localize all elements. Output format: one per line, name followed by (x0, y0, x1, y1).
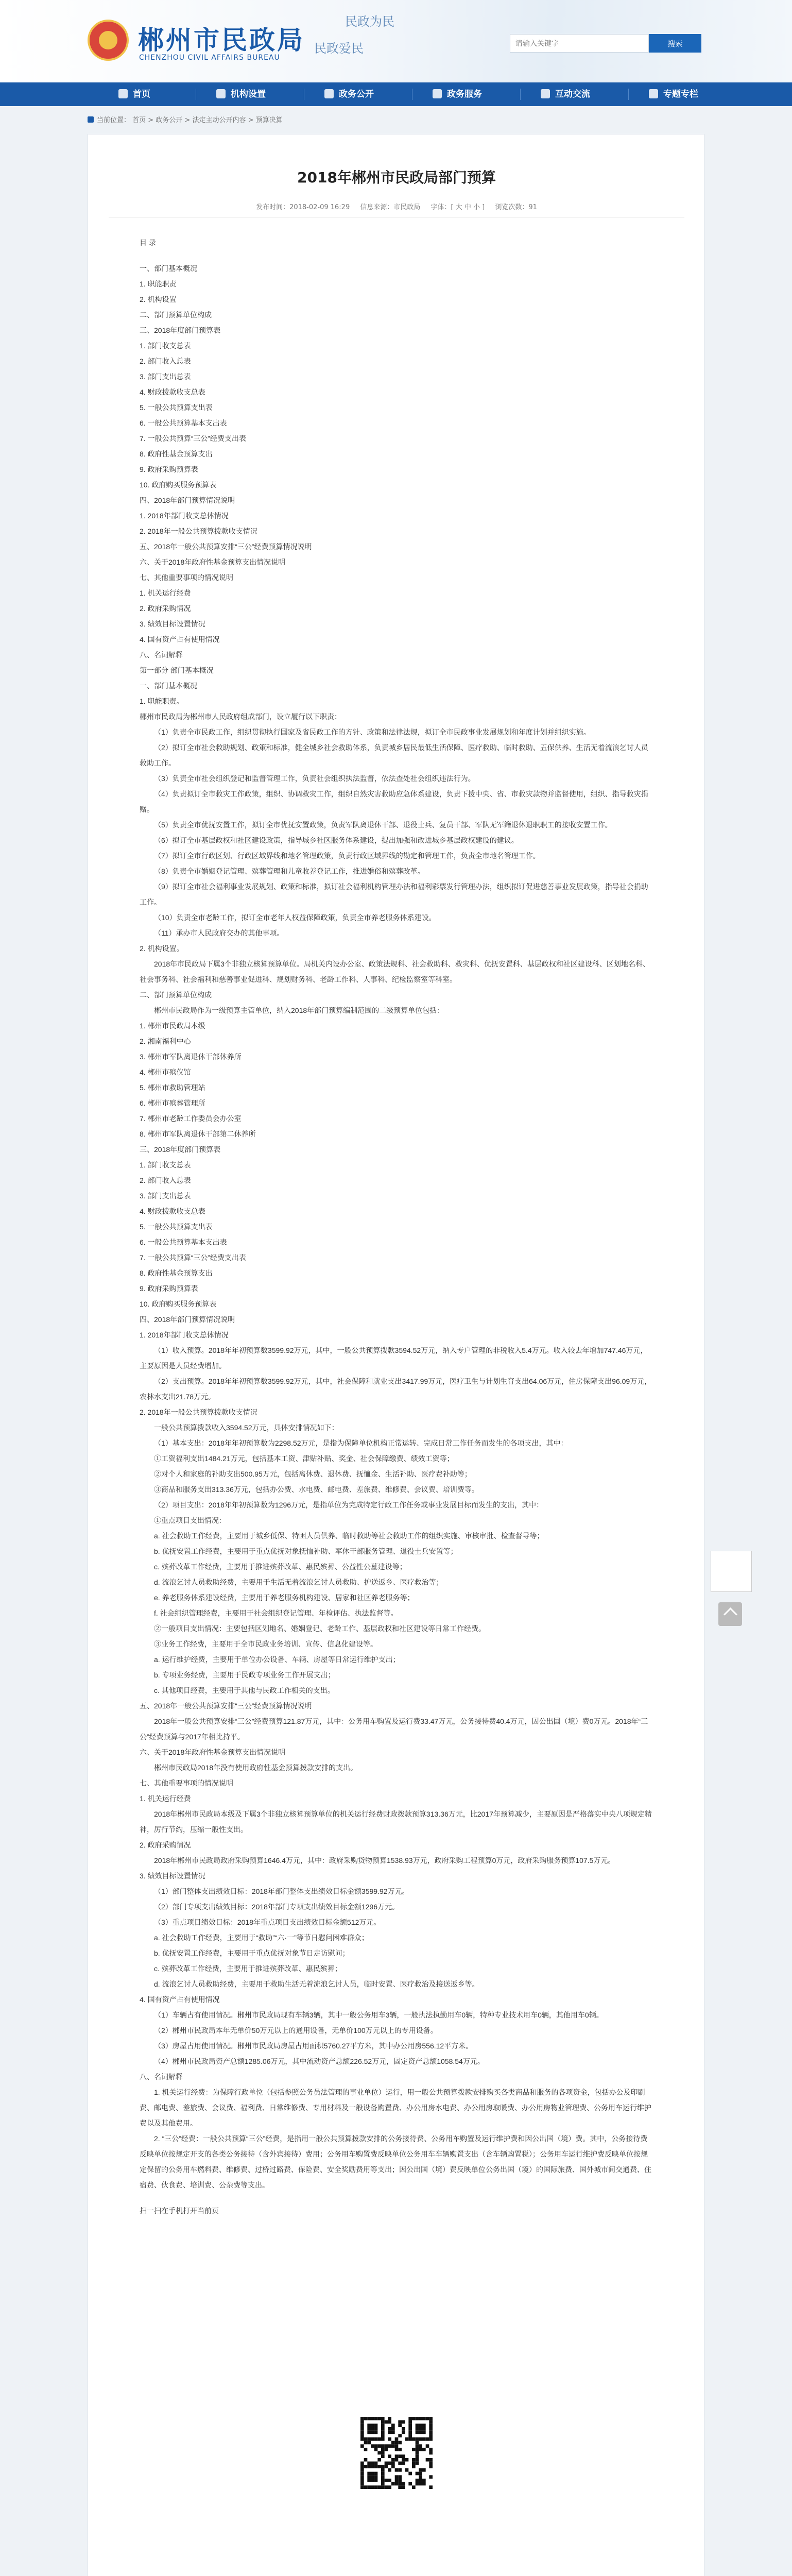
nav-item-special[interactable] (649, 82, 698, 106)
article-paragraph: e. 养老服务体系建设经费，主要用于养老服务机构建设、居家和社区养老服务等； (154, 1594, 415, 1602)
article-paragraph: 2. 机构设置 (140, 295, 177, 303)
nav-item-label: 政务服务 (447, 89, 482, 99)
info-source: 信息来源：市民政局 (360, 204, 421, 211)
nav-item-label: 机构设置 (231, 89, 266, 99)
article-paragraph: 8. 政府性基金预算支出 (140, 450, 213, 458)
article-paragraph: ①工资福利支出1484.21万元，包括基本工资、津贴补贴、奖金、社会保障缴费、绩效工资等； (154, 1454, 454, 1463)
nav-item-public[interactable] (324, 82, 374, 106)
nav-separator (520, 89, 521, 100)
article-paragraph: （3）房屋占用使用情况。郴州市民政局房屋占用面积5760.27平方米，其中办公用房556.12平方米。 (154, 2042, 473, 2050)
article-paragraph: 5. 一般公共预算支出表 (140, 1223, 213, 1231)
article-paragraph: 一、部门基本概况 (140, 682, 197, 690)
article-meta (88, 201, 705, 211)
article-paragraph: 10. 政府购买服务预算表 (140, 481, 217, 489)
article-paragraph: 一、部门基本概况 (140, 264, 197, 273)
article-paragraph: 五、2018年一般公共预算安排“三公”经费预算情况说明 (140, 1702, 312, 1710)
article-paragraph: 1. 2018年部门收支总体情况 (140, 512, 229, 520)
article-paragraph: （2）项目支出：2018年年初预算数为1296万元，是指单位为完成特定行政工作任务或事业发展目标而发生的支出，其中： (154, 1501, 544, 1509)
article-paragraph: b. 专项业务经费，主要用于民政专项业务工作开展支出； (154, 1671, 335, 1679)
article-paragraph: （1）收入预算。2018年年初预算数3599.92万元，其中，一般公共预算拨款3594.52万元，纳入专户管理的非税收入5.4万元。收入较去年增加747.46万元，主要原因是人员经费增加。 (140, 1346, 648, 1370)
article-paragraph: 2. 部门收入总表 (140, 1176, 191, 1184)
article-paragraph: （3）负责全市社会组织登记和监督管理工作，负责社会组织执法监督，依法查处社会组织违法行为。 (154, 774, 475, 783)
article-paragraph: b. 优抚安置工作经费，主要用于重点优抚对象节日走访慰问； (154, 1949, 350, 1957)
article-paragraph: 扫一扫在手机打开当前页 (140, 2207, 219, 2215)
article-paragraph: 2. 政府采购情况 (140, 1841, 191, 1849)
star-icon (649, 89, 658, 98)
nav-item-home[interactable] (118, 82, 150, 106)
article-paragraph: a. 社会救助工作经费，主要用于“救助”“六·一”等节日慰问困难群众； (154, 1934, 369, 1942)
site-title[interactable]: 郴州市民政局 (138, 25, 305, 55)
nav-item-label: 互动交流 (555, 89, 590, 99)
article-paragraph: 1. 部门收支总表 (140, 342, 191, 350)
article-paragraph: 8. 政府性基金预算支出 (140, 1269, 213, 1277)
breadcrumb (88, 113, 705, 128)
article-paragraph: 3. 部门支出总表 (140, 372, 191, 381)
slogan (314, 9, 397, 71)
nav-item-interaction[interactable] (541, 82, 590, 106)
article-paragraph: 3. 郴州市军队离退休干部休养所 (140, 1053, 242, 1061)
article-title: 2018年郴州市民政局部门预算 (297, 169, 496, 186)
back-to-top-button[interactable] (718, 1602, 742, 1626)
article-paragraph: c. 其他项目经费，主要用于其他与民政工作相关的支出。 (154, 1686, 335, 1694)
article-paragraph: 1. 机关运行经费：为保障行政单位（包括参照公务员法管理的事业单位）运行，用一般公共预算拨款安排购买各类商品和服务的各项资金，包括办公及印刷费、邮电费、差旅费、会议费、福利费、日常维修费、专用材料及一般设备购置费、办公用房水电费、办公用房取暖费、办公用房物业管理费、公务用车运行维护费以及其他费用。 (140, 2088, 651, 2127)
breadcrumb-text[interactable]: 当前位置： 首页 > 政务公开 > 法定主动公开内容 > 预算决算 (97, 116, 283, 124)
article-paragraph: a. 运行维护经费，主要用于单位办公设备、车辆、房屋等日常运行维护支出； (154, 1655, 400, 1664)
article-paragraph: 2. 部门收入总表 (140, 357, 191, 365)
article-paragraph: 六、关于2018年政府性基金预算支出情况说明 (140, 1748, 286, 1756)
article-paragraph: 二、部门预算单位构成 (140, 311, 212, 319)
article-paragraph: （1）负责全市民政工作，组织贯彻执行国家及省民政工作的方针、政策和法律法规，拟订全市民政事业发展规划和年度计划并组织实施。 (154, 728, 591, 736)
article-paragraph: （7）拟订全市行政区划、行政区域界线和地名管理政策，负责行政区域界线的勘定和管理工作，负责全市地名管理工作。 (154, 852, 540, 860)
article-paragraph: 2. 政府采购情况 (140, 604, 191, 613)
article-paragraph: （4）郴州市民政局资产总额1285.06万元，其中流动资产总额226.52万元，固定资产总额1058.54万元。 (154, 2057, 485, 2065)
article-paragraph: 1. 职能职责。 (140, 697, 184, 705)
side-qr-code[interactable] (711, 1551, 752, 1592)
article-paragraph: 1. 机关运行经费 (140, 1794, 191, 1803)
article-paragraph: 2. 湘南福利中心 (140, 1037, 191, 1045)
article-paragraph: 4. 财政拨款收支总表 (140, 1207, 205, 1215)
chat-icon (541, 89, 550, 98)
document-icon (324, 89, 334, 98)
article-paragraph: f. 社会组织管理经费，主要用于社会组织登记管理、年检评估、执法监督等。 (154, 1609, 398, 1617)
article-paragraph: 3. 绩效目标设置情况 (140, 620, 205, 628)
article-paragraph: （9）拟订全市社会福利事业发展规划、政策和标准，拟订社会福利机构管理办法和福利彩票发行管理办法，组织拟订促进慈善事业发展政策，指导社会捐助工作。 (140, 883, 648, 906)
article-paragraph: 四、2018年部门预算情况说明 (140, 496, 235, 504)
article-paragraph: （3）重点项目绩效目标：2018年重点项目支出绩效目标金额512万元。 (154, 1918, 381, 1926)
slogan-line: 民政爱民 (314, 41, 364, 56)
article-paragraph: d. 流浪乞讨人员救助经费，主要用于生活无着流浪乞讨人员救助、护送返乡、医疗救治等； (154, 1578, 443, 1586)
org-icon (216, 89, 226, 98)
main-nav (0, 82, 792, 106)
article-paragraph: 1. 机关运行经费 (140, 589, 191, 597)
article-paragraph: 2018年郴州市民政局本级及下属3个非独立核算预算单位的机关运行经费财政拨款预算313.36万元，比2017年预算减少，主要原因是严格落实中央八项规定精神，厉行节约，压缩一般性支出。 (140, 1810, 652, 1834)
article-paragraph: ②对个人和家庭的补助支出500.95万元，包括离休费、退休费、抚恤金、生活补助、医疗费补助等； (154, 1470, 472, 1478)
article-paragraph: 三、2018年度部门预算表 (140, 1145, 221, 1154)
article-paragraph: 七、其他重要事项的情况说明 (140, 1779, 233, 1787)
nav-item-org[interactable] (216, 82, 266, 106)
article-paragraph: 1. 郴州市民政局本级 (140, 1022, 205, 1030)
article-paragraph: （2）郴州市民政局本年无单价50万元以上的通用设备，无单价100万元以上的专用设备。 (154, 2026, 438, 2035)
article-paragraph: （1）基本支出：2018年年初预算数为2298.52万元，是指为保障单位机构正常运转、完成日常工作任务而发生的各项支出，其中： (154, 1439, 568, 1447)
article-paragraph: （4）负责拟订全市救灾工作政策，组织、协调救灾工作，组织自然灾害救助应急体系建设，负责下拨中央、省、市救灾款物并监督使用，组织、指导救灾捐赠。 (140, 790, 648, 814)
article-paragraph: （10）负责全市老龄工作，拟订全市老年人权益保障政策，负责全市养老服务体系建设。 (154, 913, 436, 922)
article-paragraph: 四、2018年部门预算情况说明 (140, 1315, 235, 1324)
search-button[interactable]: 搜索 (649, 34, 701, 53)
article-paragraph: 6. 一般公共预算基本支出表 (140, 419, 227, 427)
article-body (140, 235, 655, 2218)
article-paragraph: ③业务工作经费，主要用于全市民政业务培训、宣传、信息化建设等。 (154, 1640, 377, 1648)
article-paragraph: 6. 一般公共预算基本支出表 (140, 1238, 227, 1246)
article-paragraph: c. 殡葬改革工作经费，主要用于推进殡葬改革、惠民殡葬； (154, 1964, 342, 1973)
article-paragraph: 八、名词解释 (140, 2073, 183, 2081)
article-paragraph: ②一般项目支出情况：主要包括区划地名、婚姻登记、老龄工作、基层政权和社区建设等日常工作经费。 (154, 1624, 486, 1633)
article-paragraph: 目 录 (140, 239, 156, 247)
article-paragraph: b. 优抚安置工作经费，主要用于重点优抚对象抚恤补助、军休干部服务管理、退役士兵安置等； (154, 1547, 458, 1555)
article-paragraph: 3. 部门支出总表 (140, 1192, 191, 1200)
article-paragraph: 三、2018年度部门预算表 (140, 326, 221, 334)
article-paragraph: 7. 一般公共预算“三公”经费支出表 (140, 1253, 246, 1262)
article-paragraph: 5. 一般公共预算支出表 (140, 403, 213, 412)
article-paragraph: 2. 2018年一般公共预算拨款收支情况 (140, 1408, 257, 1416)
site-header (0, 0, 792, 82)
article-paragraph: （8）负责全市婚姻登记管理、殡葬管理和儿童收养登记工作，推进婚俗和殡葬改革。 (154, 867, 425, 875)
nav-separator (628, 89, 629, 100)
article-paragraph: 10. 政府购买服务预算表 (140, 1300, 217, 1308)
article-paragraph: 八、名词解释 (140, 651, 183, 659)
article-paragraph: 4. 国有资产占有使用情况 (140, 635, 220, 643)
article-paragraph: （6）拟订全市基层政权和社区建设政策，指导城乡社区服务体系建设，提出加强和改进城乡基层政权建设的建议。 (154, 836, 519, 844)
article-card (88, 134, 704, 2576)
article-paragraph: 4. 国有资产占有使用情况 (140, 1995, 220, 2004)
article-paragraph: 6. 郴州市殡葬管理所 (140, 1099, 205, 1107)
slogan-line: 民政为民 (345, 14, 394, 29)
article-paragraph: 一般公共预算拨款收入3594.52万元，具体安排情况如下： (154, 1423, 339, 1432)
article-paragraph: （1）部门整体支出绩效目标：2018年部门整体支出绩效目标金额3599.92万元。 (154, 1887, 409, 1895)
article-paragraph: 1. 职能职责 (140, 280, 177, 288)
article-paragraph: 六、关于2018年政府性基金预算支出情况说明 (140, 558, 286, 566)
article-paragraph: 4. 财政拨款收支总表 (140, 388, 205, 396)
article-paragraph: 2018年市民政局下属3个非独立核算预算单位。局机关内设办公室、政策法规科、社会救助科、救灾科、优抚安置科、基层政权和社区建设科、区划地名科、社会事务科、社会福利和慈善事业促进科、规划财务科、老龄工作科、人事科、纪检监察室等科室。 (140, 960, 650, 984)
article-paragraph: 第一部分 部门基本概况 (140, 666, 214, 674)
article-paragraph: 二、部门预算单位构成 (140, 991, 212, 999)
service-icon (433, 89, 442, 98)
article-paragraph: 9. 政府采购预算表 (140, 465, 198, 473)
article-paragraph: ③商品和服务支出313.36万元，包括办公费、水电费、邮电费、差旅费、维修费、会议费、培训费等。 (154, 1485, 479, 1494)
article-paragraph: 4. 郴州市殡仪馆 (140, 1068, 191, 1076)
article-paragraph: 2018年一般公共预算安排“三公”经费预算121.87万元，其中：公务用车购置及运行费33.47万元，公务接待费40.4万元，因公出国（境）费0万元。2018年“三公”经费预算与2017年相比持平。 (140, 1717, 648, 1741)
article-paragraph: d. 流浪乞讨人员救助经费，主要用于救助生活无着流浪乞讨人员，临时安置、医疗救治及接送返乡等。 (154, 1980, 479, 1988)
article-paragraph: 2. 机构设置。 (140, 944, 184, 953)
article-paragraph: 五、2018年一般公共预算安排“三公”经费预算情况说明 (140, 543, 312, 551)
article-paragraph: 8. 郴州市军队离退休干部第二休养所 (140, 1130, 256, 1138)
article-paragraph: 5. 郴州市救助管理站 (140, 1083, 205, 1092)
nav-item-label: 专题专栏 (663, 89, 698, 99)
publish-date: 发布时间：2018-02-09 16:29 (256, 204, 350, 211)
nav-item-label: 政务公开 (339, 89, 374, 99)
article-paragraph: 七、其他重要事项的情况说明 (140, 573, 233, 582)
article-paragraph: （1）车辆占有使用情况。郴州市民政局现有车辆3辆，其中一般公务用车3辆，一般执法执勤用车0辆，特种专业技术用车0辆，其他用车0辆。 (154, 2011, 604, 2019)
article-paragraph: ①重点项目支出情况： (154, 1516, 226, 1524)
article-paragraph: 2018年郴州市民政局政府采购预算1646.4万元，其中：政府采购货物预算1538.93万元，政府采购工程预算0万元，政府采购服务预算107.5万元。 (154, 1856, 615, 1865)
view-count: 浏览次数：91 (495, 204, 537, 211)
article-paragraph: 郴州市民政局为郴州市人民政府组成部门，设立履行以下职责： (140, 713, 341, 721)
qr-code-icon (360, 2417, 433, 2489)
article-paragraph: c. 殡葬改革工作经费，主要用于推进殡葬改革、惠民殡葬、公益性公墓建设等； (154, 1563, 407, 1571)
article-paragraph: （5）负责全市优抚安置工作，拟订全市优抚安置政策，负责军队离退休干部、退役士兵、复员干部、军队无军籍退休退职职工的接收安置工作。 (154, 821, 612, 829)
article-paragraph: （2）支出预算。2018年年初预算数3599.92万元，其中，社会保障和就业支出3417.99万元，医疗卫生与计划生育支出64.06万元，住房保障支出96.09万元，农林水支出21.78万元。 (140, 1377, 652, 1401)
font-size-switch[interactable]: 字体：[ 大 中 小 ] (431, 204, 485, 211)
article-paragraph: a. 社会救助工作经费，主要用于城乡低保、特困人员供养、临时救助等社会救助工作的组织实施、审核审批、检查督导等； (154, 1532, 544, 1540)
article-paragraph: 7. 郴州市老龄工作委员会办公室 (140, 1114, 242, 1123)
article-paragraph: 2. 2018年一般公共预算拨款收支情况 (140, 527, 257, 535)
article-paragraph: 1. 2018年部门收支总体情况 (140, 1331, 229, 1339)
article-paragraph: （2）拟订全市社会救助规划、政策和标准，健全城乡社会救助体系，负责城乡居民最低生活保障、医疗救助、临时救助、五保供养、生活无着流浪乞讨人员救助工作。 (140, 743, 648, 767)
home-icon (118, 89, 128, 98)
search-input[interactable] (510, 34, 649, 53)
article-paragraph: （2）部门专项支出绩效目标：2018年部门专项支出绩效目标金额1296万元。 (154, 1903, 400, 1911)
article-paragraph: 郴州市民政局作为一级预算主管单位，纳入2018年部门预算编制范围的二级预算单位包括： (154, 1006, 444, 1014)
article-paragraph: （11）承办市人民政府交办的其他事项。 (154, 929, 284, 937)
article-paragraph: 7. 一般公共预算“三公”经费支出表 (140, 434, 246, 443)
article-paragraph: 2. “三公”经费：一般公共预算“三公”经费，是指用一般公共预算拨款安排的公务接待费、公务用车购置及运行维护费和因公出国（境）费。其中，公务接待费反映单位按规定开支的各类公务接待（含外宾接待）费用；公务用车购置费反映单位公务用车车辆购置支出（含车辆购置税）；公务用车运行维护费反映单位按规定保留的公务用车燃料费、维修费、过桥过路费、保险费、安全奖励费用等支出；因公出国（境）费反映单位公务出国（境）的国际旅费、国外城市间交通费、住宿费、伙食费、培训费、公杂费等支出。 (140, 2134, 651, 2189)
article-paragraph: 1. 部门收支总表 (140, 1161, 191, 1169)
article-paragraph: 3. 绩效目标设置情况 (140, 1872, 205, 1880)
home-icon (88, 116, 94, 123)
nav-item-label: 首页 (133, 89, 150, 99)
nav-item-service[interactable] (433, 82, 482, 106)
emblem-icon[interactable] (88, 20, 129, 61)
article-paragraph: 9. 政府采购预算表 (140, 1284, 198, 1293)
site-subtitle: CHENZHOU CIVIL AFFAIRS BUREAU (139, 54, 280, 62)
article-paragraph: 郴州市民政局2018年没有使用政府性基金预算拨款安排的支出。 (154, 1764, 358, 1772)
